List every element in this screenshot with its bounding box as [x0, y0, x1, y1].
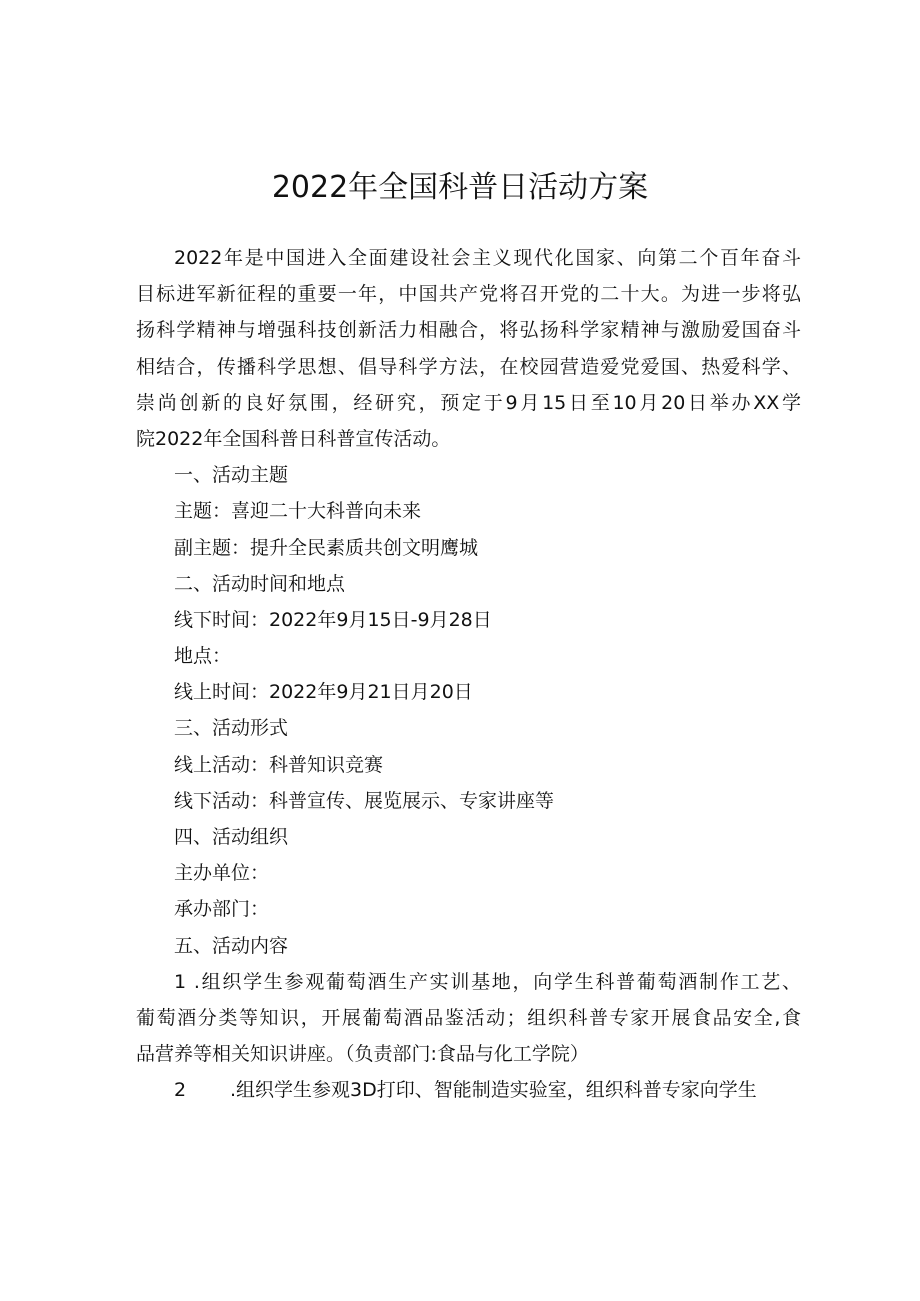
intro-line-6: 院2022年全国科普日科普宣传活动。: [136, 427, 451, 450]
section-1-heading: 一、活动主题: [174, 464, 289, 487]
content-item-1: [136, 964, 801, 1073]
item-1-line-1: 1 .组织学生参观葡萄酒生产实训基地，向学生科普葡萄酒制作工艺、: [174, 970, 801, 993]
section-4-organizer: 承办部门：: [174, 898, 270, 921]
item-1-line-3: 品营养等相关知识讲座。（负责部门:食品与化工学院）: [136, 1043, 589, 1066]
section-1-theme: 主题：喜迎二十大科普向未来: [174, 500, 422, 523]
intro-line-1: 2022年是中国进入全面建设社会主义现代化国家、向第二个百年奋斗: [174, 247, 801, 269]
intro-paragraph: [136, 240, 801, 457]
section-1-subtheme: 副主题：提升全民素质共创文明鹰城: [174, 536, 479, 559]
section-2-heading: 二、活动时间和地点: [174, 572, 346, 595]
item-2-number: 2: [174, 1079, 187, 1102]
section-5-heading: 五、活动内容: [174, 934, 289, 957]
intro-line-2: 目标进军新征程的重要一年，中国共产党将召开党的二十大。为进一步将弘: [136, 283, 801, 306]
section-2-offline-time: 线下时间：2022年9月15日-9月28日: [174, 608, 492, 631]
item-2-text: .组织学生参观3D打印、智能制造实验室，组织科普专家向学生: [230, 1079, 757, 1102]
intro-line-5: 崇尚创新的良好氛围，经研究，预定于9月15日至10月20日举办XX学: [136, 391, 801, 414]
section-3-online-activity: 线上活动：科普知识竞赛: [174, 753, 384, 776]
document-title: 2022年全国科普日活动方案: [271, 170, 649, 205]
document-body: [136, 240, 801, 1109]
section-2-location: 地点：: [174, 645, 232, 668]
section-3-offline-activity: 线下活动：科普宣传、展览展示、专家讲座等: [174, 789, 555, 812]
section-3-heading: 三、活动形式: [174, 717, 289, 740]
intro-line-3: 扬科学精神与增强科技创新活力相融合，将弘扬科学家精神与激励爱国奋斗: [136, 319, 801, 342]
section-4-heading: 四、活动组织: [174, 826, 289, 848]
section-4-host: 主办单位：: [174, 862, 270, 885]
section-2-online-time: 线上时间：2022年9月21日月20日: [174, 681, 473, 704]
content-item-2: [136, 1072, 801, 1108]
item-1-line-2: 葡萄酒分类等知识，开展葡萄酒品鉴活动；组织科普专家开展食品安全,食: [136, 1006, 801, 1029]
intro-line-4: 相结合，传播科学思想、倡导科学方法，在校园营造爱党爱国、热爱科学、: [136, 355, 801, 378]
